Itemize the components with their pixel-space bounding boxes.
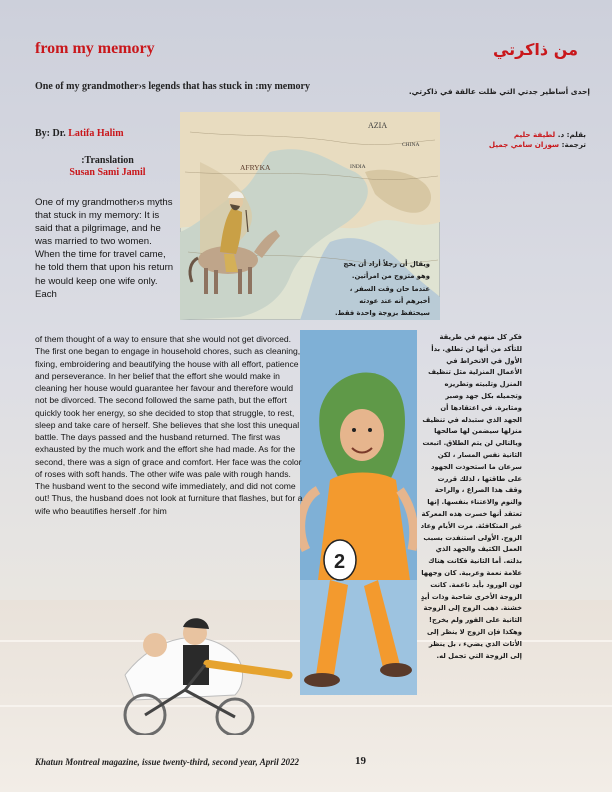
section-title-en: from my memory bbox=[35, 40, 155, 57]
author-name-ar: لطيفة حليم bbox=[513, 130, 556, 139]
byline-prefix: By: Dr. bbox=[35, 128, 66, 139]
translation-label: :Translation bbox=[81, 155, 134, 166]
page-number: 19 bbox=[355, 755, 366, 767]
magazine-footer: Khatun Montreal magazine, issue twenty-third, second year, April 2022 bbox=[35, 757, 299, 767]
translation-credit bbox=[35, 155, 180, 179]
article-subtitle-en: One of my grandmother›s legends that has stuck in :my memory bbox=[35, 81, 310, 92]
article-body-ar-col2: فكر كل منهم في طريقة للتأكد من أنها لن تطلق. بدأ الأول في الانخراط في الأعمال المنزلية مثل تنظيف المنزل وتلبيته وتطريزه وتجميله بكل جهد وصبر ومثابرة. في اعتقادها أن الجهد الذي ستبذله في تنظيف منزلها سيضمن لها صالحها وبالتالي لن يتم الطلاق. اتبعت الثانية نفس المسار ، لكن سرعان ما استحوذت الجهود على طاقتها ، لذلك قررت وقف هذا الصراع ، والراحة والنوم والاعتناء بنفسها. إنها تعتقد أنها خسرت هذه المعركة غير المتكافئة. مرت الأيام وعاد الزوج. الأولى استنفدت بسبب العمل الكثيف والجهد الذي بذلته. أما الثانية فكانت هناك علامة نعمة وعربية. كان وجهها لون الورود بأيد ناعمة. كانت الزوجة الأخرى شاحبة وذات أيدٍ خشنة. ذهب الزوج إلى الزوجة الثانية على الفور ولم يخرج! وهكذا فإن الزوج لا ينظر إلى الأثاث الذي يضيء ، بل ينظر إلى الزوجة التي تجمل له. bbox=[420, 333, 522, 660]
translator-name-ar: سوزان سامي جميل bbox=[488, 140, 560, 149]
translator-label-ar: ترجمة: bbox=[561, 140, 586, 149]
article-body-ar-col1: ويقال أن رجلاً أراد أن يحج وهو متزوج من امرأتين. عندما حان وقت السفر ، أخبرهم أنه عند عودته سيحتفظ بزوجة واحدة فقط. bbox=[334, 260, 430, 318]
couple-on-bicycle-illustration bbox=[95, 605, 307, 735]
map-label: CHINA bbox=[402, 142, 420, 148]
map-label: AFRYKA bbox=[240, 163, 271, 172]
article-subtitle-ar: إحدى أساطير جدتي التي ظلت عالقة في ذاكرتي. bbox=[408, 87, 590, 96]
article-body-en-col1: One of my grandmother›s myths that stuck in my memory: It is said that a pilgrimage, and he was married to two women. When the time for travel came, he told them that upon his return he would keep one wife only. Each bbox=[35, 197, 174, 300]
byline bbox=[35, 128, 124, 139]
author-name: Latifa Halim bbox=[68, 128, 124, 139]
translator-name: Susan Sami Jamil bbox=[69, 167, 146, 178]
article-body-en-col2: of them thought of a way to ensure that she would not get divorced. The first one began to engage in household chores, such as cleaning, fixing, embroidering and beautifying the house with all effort, patience and perseverance. In her belief that the effort she would make in cleaning her house would guarantee her favour and therefore would not be divorced. The second followed the same path, but the effort quickly took her energy, so she decided to stop that struggle, to rest, sleep and take care of herself. She believes that she lost this unequal battle. The days passed and the husband returned. The first was exhausted by the much work and the effort she had made. As for the second, there was a sign of grace and comfort. Her face was the color of roses with soft hands. The other wife was pale with rough hands. The husband went to the second wife immediately, and did not come out! Thus, the husband does not look at furniture that flashes, but for a wife who beautifies herself .for him bbox=[35, 334, 303, 516]
credit-ar bbox=[426, 130, 586, 150]
section-title-ar: من ذاكرتي bbox=[492, 40, 578, 59]
author-label-ar: بقلم: د. bbox=[557, 130, 586, 139]
running-woman-illustration bbox=[300, 330, 417, 695]
map-label: AZIA bbox=[368, 121, 388, 130]
map-label: INDIA bbox=[350, 164, 366, 170]
bib-number: 2 bbox=[334, 551, 346, 573]
